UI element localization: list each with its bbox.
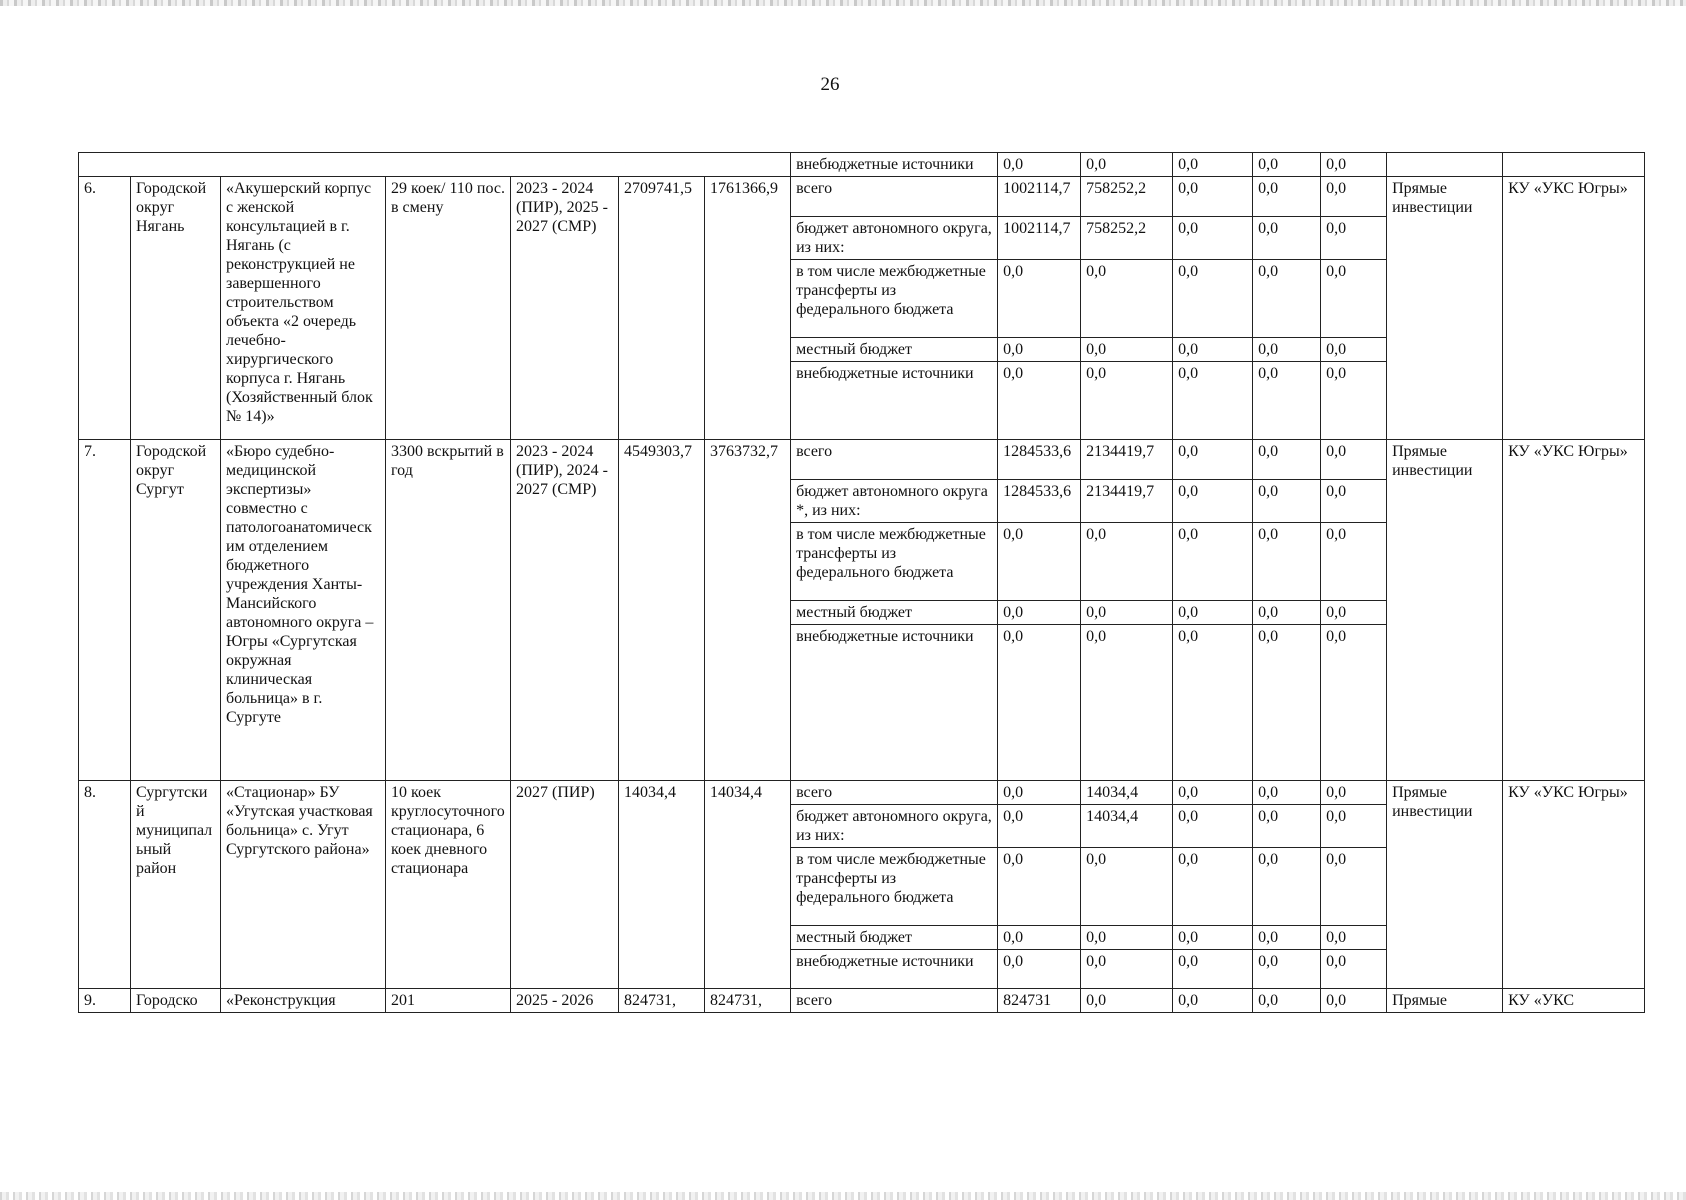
value-cell: 0,0 [1081,362,1173,440]
value-cell: 0,0 [998,362,1081,440]
scan-edge-top [0,0,1686,6]
capacity-cell: 29 коек/ 110 пос. в смену [386,177,511,440]
page-number: 26 [820,74,840,95]
value-cell: 0,0 [1081,153,1173,177]
row-number: 8. [79,781,131,989]
value-cell: 0,0 [1321,362,1387,440]
cost-total-cell: 2709741,5 [619,177,705,440]
value-cell: 1002114,7 [998,217,1081,260]
capacity-cell: 10 коек круглосуточного стационара, 6 коек дневного стационара [386,781,511,989]
value-cell: 0,0 [1081,601,1173,625]
value-cell: 0,0 [1321,601,1387,625]
value-cell: 0,0 [1321,625,1387,781]
municipality-cell: Сургутский муниципальный район [131,781,221,989]
form-cell: Прямые [1387,989,1503,1013]
object-cell: «Стационар» БУ «Угутская участковая больница» с. Угут Сургутского района» [221,781,386,989]
source-cell: внебюджетные источники [791,362,998,440]
row-number: 7. [79,440,131,781]
value-cell: 0,0 [998,781,1081,805]
value-cell: 0,0 [1081,625,1173,781]
value-cell: 0,0 [1321,177,1387,217]
value-cell: 0,0 [1321,805,1387,848]
customer-cell [1503,153,1645,177]
source-cell: местный бюджет [791,338,998,362]
source-cell: местный бюджет [791,926,998,950]
table-body [79,153,1645,989]
table-row [79,177,1645,217]
value-cell: 0,0 [1321,989,1387,1013]
value-cell: 0,0 [998,926,1081,950]
value-cell: 0,0 [1321,926,1387,950]
customer-cell: КУ «УКС [1503,989,1645,1013]
source-cell: в том числе межбюджетные трансферты из федерального бюджета [791,523,998,601]
cost-total-cell: 4549303,7 [619,440,705,781]
value-cell: 0,0 [1081,989,1173,1013]
value-cell: 0,0 [1173,989,1253,1013]
value-cell: 758252,2 [1081,217,1173,260]
value-cell: 0,0 [1253,217,1321,260]
value-cell: 0,0 [1173,926,1253,950]
value-cell: 0,0 [1081,926,1173,950]
form-cell: Прямые инвестиции [1387,440,1503,781]
value-cell: 0,0 [1253,781,1321,805]
value-cell: 0,0 [1321,338,1387,362]
capacity-cell: 201 [386,989,511,1013]
object-cell: «Реконструкция [221,989,386,1013]
value-cell: 0,0 [1253,440,1321,480]
value-cell: 0,0 [1321,260,1387,338]
scan-edge-bottom [0,1192,1686,1200]
cost-total-cell: 824731, [619,989,705,1013]
source-cell: внебюджетные источники [791,950,998,989]
source-cell: внебюджетные источники [791,153,998,177]
value-cell: 0,0 [1081,848,1173,926]
value-cell: 0,0 [1253,989,1321,1013]
value-cell: 0,0 [1081,338,1173,362]
cost-remaining-cell: 3763732,7 [705,440,791,781]
period-cell: 2025 - 2026 [511,989,619,1013]
value-cell: 0,0 [998,523,1081,601]
value-cell: 0,0 [1081,523,1173,601]
municipality-cell: Городско [131,989,221,1013]
row-number: 6. [79,177,131,440]
source-cell: бюджет автономного округа, из них: [791,805,998,848]
value-cell: 0,0 [1253,848,1321,926]
value-cell: 0,0 [1173,480,1253,523]
value-cell: 1284533,6 [998,440,1081,480]
value-cell: 0,0 [1321,440,1387,480]
value-cell: 0,0 [1253,260,1321,338]
municipality-cell: Городской округ Сургут [131,440,221,781]
value-cell: 0,0 [1253,805,1321,848]
period-cell: 2023 - 2024 (ПИР), 2024 - 2027 (СМР) [511,440,619,781]
period-cell: 2023 - 2024 (ПИР), 2025 - 2027 (СМР) [511,177,619,440]
value-cell: 0,0 [1173,217,1253,260]
value-cell: 0,0 [998,805,1081,848]
value-cell: 0,0 [998,601,1081,625]
cost-remaining-cell: 1761366,9 [705,177,791,440]
value-cell: 0,0 [998,950,1081,989]
value-cell: 0,0 [1173,625,1253,781]
table-row [79,781,1645,805]
value-cell: 0,0 [1321,217,1387,260]
value-cell: 0,0 [1173,153,1253,177]
cost-remaining-cell: 14034,4 [705,781,791,989]
cost-total-cell: 14034,4 [619,781,705,989]
value-cell: 0,0 [1173,362,1253,440]
value-cell: 0,0 [998,848,1081,926]
value-cell: 14034,4 [1081,781,1173,805]
source-cell: внебюджетные источники [791,625,998,781]
cost-remaining-cell: 824731, [705,989,791,1013]
value-cell: 0,0 [1321,480,1387,523]
value-cell: 1002114,7 [998,177,1081,217]
form-cell: Прямые инвестиции [1387,177,1503,440]
value-cell: 0,0 [1081,260,1173,338]
value-cell: 0,0 [1321,781,1387,805]
table-row [79,153,1645,177]
municipality-cell: Городской округ Нягань [131,177,221,440]
customer-cell: КУ «УКС Югры» [1503,781,1645,989]
source-cell: бюджет автономного округа *, из них: [791,480,998,523]
value-cell: 0,0 [1253,338,1321,362]
period-cell: 2027 (ПИР) [511,781,619,989]
value-cell: 758252,2 [1081,177,1173,217]
value-cell: 0,0 [1173,523,1253,601]
form-cell: Прямые инвестиции [1387,781,1503,989]
value-cell: 0,0 [1253,926,1321,950]
customer-cell: КУ «УКС Югры» [1503,440,1645,781]
value-cell: 0,0 [1253,362,1321,440]
source-cell: в том числе межбюджетные трансферты из федерального бюджета [791,260,998,338]
source-cell: всего [791,989,998,1013]
source-cell: всего [791,177,998,217]
value-cell: 824731 [998,989,1081,1013]
value-cell: 0,0 [1253,177,1321,217]
value-cell: 2134419,7 [1081,480,1173,523]
value-cell: 1284533,6 [998,480,1081,523]
value-cell: 0,0 [1253,153,1321,177]
value-cell: 0,0 [1173,805,1253,848]
value-cell: 0,0 [1173,848,1253,926]
value-cell: 0,0 [1173,440,1253,480]
value-cell: 2134419,7 [1081,440,1173,480]
value-cell: 0,0 [1321,523,1387,601]
investment-table [78,152,1645,1013]
capacity-cell: 3300 вскрытий в год [386,440,511,781]
value-cell: 0,0 [1253,625,1321,781]
value-cell: 0,0 [1253,523,1321,601]
value-cell: 0,0 [998,260,1081,338]
value-cell: 0,0 [998,153,1081,177]
partial-row-body [79,989,1645,1013]
value-cell: 0,0 [1321,950,1387,989]
value-cell: 0,0 [1321,848,1387,926]
value-cell: 0,0 [1173,781,1253,805]
value-cell: 0,0 [1173,177,1253,217]
value-cell: 0,0 [1081,950,1173,989]
value-cell: 0,0 [1173,950,1253,989]
customer-cell: КУ «УКС Югры» [1503,177,1645,440]
form-cell [1387,153,1503,177]
value-cell: 0,0 [1253,480,1321,523]
object-cell: «Акушерский корпус с женской консультацией в г. Нягань (с реконструкцией не завершенного строительством объекта «2 очередь лечебно-хирургического корпуса г. Нягань (Хозяйственный блок № 14)» [221,177,386,440]
table-row-partial [79,989,1645,1013]
source-cell: бюджет автономного округа, из них: [791,217,998,260]
table-row [79,440,1645,480]
value-cell: 14034,4 [1081,805,1173,848]
value-cell: 0,0 [1253,950,1321,989]
row-number: 9. [79,989,131,1013]
source-cell: местный бюджет [791,601,998,625]
source-cell: всего [791,440,998,480]
value-cell: 0,0 [998,625,1081,781]
value-cell: 0,0 [1321,153,1387,177]
source-cell: всего [791,781,998,805]
continuation-cell [79,153,791,177]
value-cell: 0,0 [1173,601,1253,625]
value-cell: 0,0 [1173,338,1253,362]
value-cell: 0,0 [998,338,1081,362]
value-cell: 0,0 [1253,601,1321,625]
source-cell: в том числе межбюджетные трансферты из федерального бюджета [791,848,998,926]
object-cell: «Бюро судебно-медицинской экспертизы» совместно с патологоанатомическим отделением бюджетного учреждения Ханты-Мансийского автономного округа – Югры «Сургутская окружная клиническая больница» в г. Сургуте [221,440,386,781]
value-cell: 0,0 [1173,260,1253,338]
